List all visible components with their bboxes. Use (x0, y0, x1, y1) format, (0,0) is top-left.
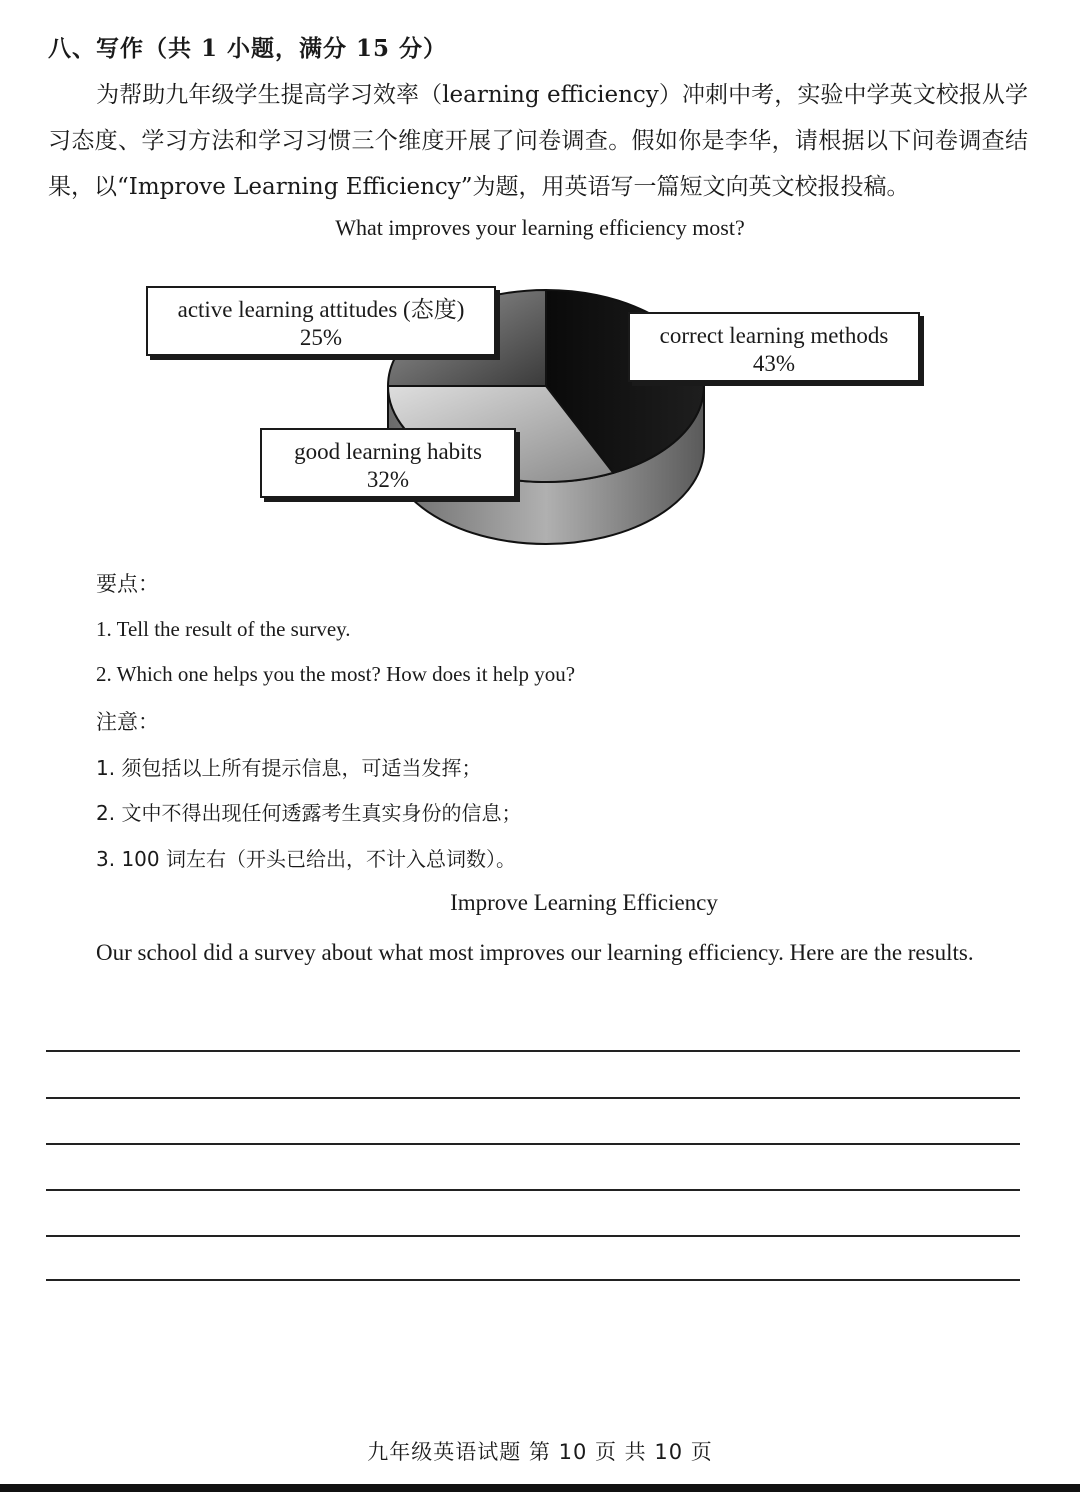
slice-label-methods: correct learning methods (659, 323, 889, 348)
note-1: 1. 须包括以上所有提示信息，可适当发挥； (96, 756, 482, 780)
label-good-habits (260, 428, 516, 498)
slice-value-methods: 43% (752, 351, 796, 376)
prompt-text: 为帮助九年级学生提高学习效率（learning efficiency）冲刺中考，实验中学英文校报从学习态度、学习方法和学习习惯三个维度开展了问卷调查。假如你是李华，请根据以下问卷调查结果，以“Improve Learning Efficiency”为题，用英语写一篇短文向英文校报投稿。 (48, 82, 1028, 200)
answer-line[interactable] (46, 1279, 1020, 1281)
bottom-edge (0, 1484, 1080, 1492)
slice-value-habits: 32% (366, 467, 410, 492)
page-footer: 九年级英语试题 第 10 页 共 10 页 (367, 1440, 713, 1464)
chart-title: What improves your learning efficiency most? (335, 215, 745, 240)
key-point-1: 1. Tell the result of the survey. (96, 617, 351, 641)
essay-opening-text: Our school did a survey about what most improves our learning efficiency. Here are the results. (96, 940, 974, 965)
note-2: 2. 文中不得出现任何透露考生真实身份的信息； (96, 801, 522, 825)
answer-line[interactable] (46, 1235, 1020, 1237)
notes-heading: 注意： (96, 710, 159, 734)
writing-prompt (48, 72, 1028, 210)
essay-title: Improve Learning Efficiency (450, 890, 718, 915)
key-points-heading: 要点： (96, 572, 159, 596)
slice-value-attitudes: 25% (299, 325, 343, 350)
answer-line[interactable] (46, 1050, 1020, 1052)
slice-label-habits: good learning habits (294, 439, 482, 464)
section-heading: 八、写作（共 1 小题，满分 15 分） (48, 35, 448, 62)
essay-opening (48, 930, 1024, 976)
answer-line[interactable] (46, 1189, 1020, 1191)
key-point-2: 2. Which one helps you the most? How does it help you? (96, 662, 576, 686)
answer-line[interactable] (46, 1143, 1020, 1145)
slice-label-attitudes: active learning attitudes (态度) (177, 297, 465, 322)
answer-line[interactable] (46, 1097, 1020, 1099)
note-3: 3. 100 词左右（开头已给出，不计入总词数）。 (96, 847, 516, 871)
label-correct-methods (628, 312, 920, 382)
label-active-attitudes (146, 286, 496, 356)
